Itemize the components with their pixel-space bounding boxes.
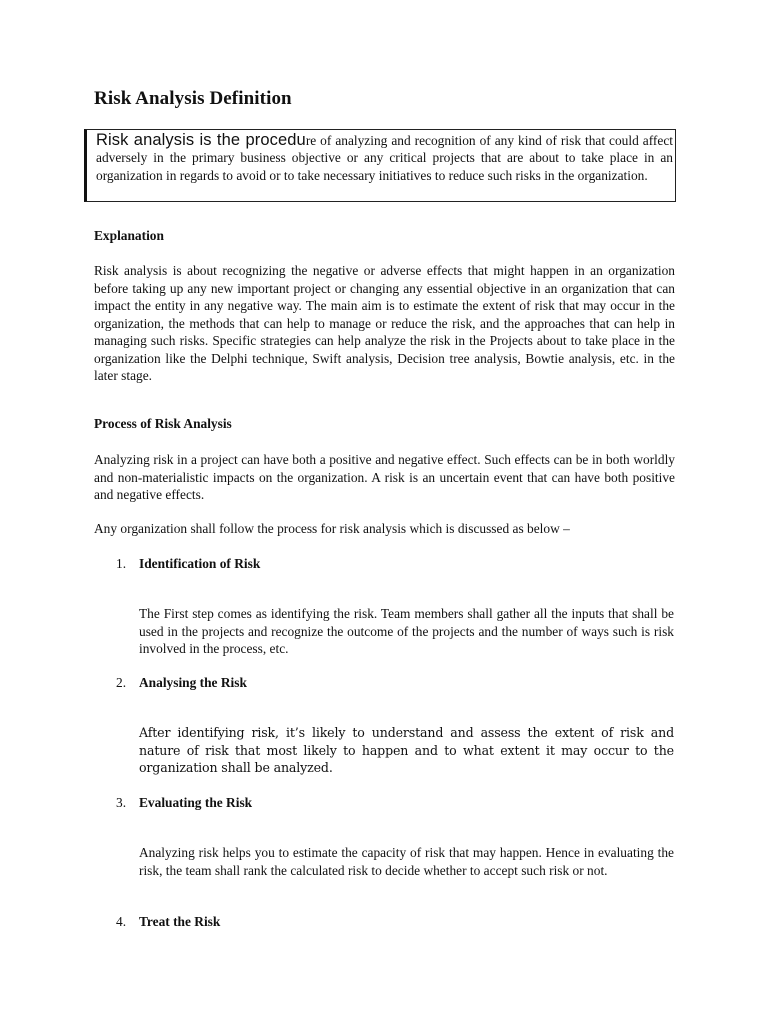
- definition-box: [84, 129, 676, 202]
- definition-text: [96, 132, 675, 184]
- document-title: Risk Analysis Definition: [94, 88, 292, 109]
- step-3-body: Analyzing risk helps you to estimate the capacity of risk that may happen. Hence in evaluating the risk, the team shall rank the calculated risk to decide whether to accept such risk or not.: [139, 845, 674, 878]
- step-title: Treat the Risk: [139, 914, 221, 929]
- explanation-paragraph: Risk analysis is about recognizing the negative or adverse effects that might happen in an organization before taking up any new important project or changing any essential objective in an organization that can impact the entity in any negative way. The main aim is to estimate the extent of risk that may occur in the organization, the methods that can help to manage or reduce the risk, and the approaches that can help in managing such risks. Specific strategies can help analyze the risk in the Projects about to take place in the organization like the Delphi technique, Swift analysis, Decision tree analysis, Bowtie analysis, etc. in the later stage.: [94, 263, 675, 383]
- step-1-heading: [116, 556, 260, 572]
- step-2-body: After identifying risk, it’s likely to understand and assess the extent of risk and nature of risk that most likely to happen and to what extent it may occur to the organization shall be analyzed.: [139, 725, 674, 775]
- step-number: 1.: [116, 556, 127, 571]
- process-lead-in: Any organization shall follow the process for risk analysis which is discussed as below –: [94, 521, 570, 536]
- step-1-body: The First step comes as identifying the risk. Team members shall gather all the inputs that shall be used in the projects and recognize the outcome of the projects and the number of ways such is risk involved in the process, etc.: [139, 606, 674, 656]
- definition-rest: re of analyzing and recognition of any kind of risk that could affect adversely in the primary business objective or any critical projects that are about to take place in an organization in regards to avoid or to take necessary initiatives to reduce such risks in the organization.: [96, 133, 673, 183]
- step-number: 4.: [116, 914, 127, 929]
- definition-lead: Risk analysis is the procedu: [96, 131, 306, 149]
- process-heading: Process of Risk Analysis: [94, 416, 232, 431]
- step-number: 2.: [116, 675, 127, 690]
- step-3-heading: [116, 795, 252, 811]
- step-title: Evaluating the Risk: [139, 795, 253, 810]
- explanation-heading: Explanation: [94, 228, 164, 243]
- step-number: 3.: [116, 795, 127, 810]
- process-intro-paragraph: Analyzing risk in a project can have both a positive and negative effect. Such effects can be in both worldly and non-materialistic impacts on the organization. A risk is an uncertain event that can have both positive and negative effects.: [94, 452, 675, 502]
- step-2-heading: [116, 675, 247, 691]
- step-title: Identification of Risk: [139, 556, 261, 571]
- step-4-heading: [116, 914, 220, 930]
- step-title: Analysing the Risk: [139, 675, 247, 690]
